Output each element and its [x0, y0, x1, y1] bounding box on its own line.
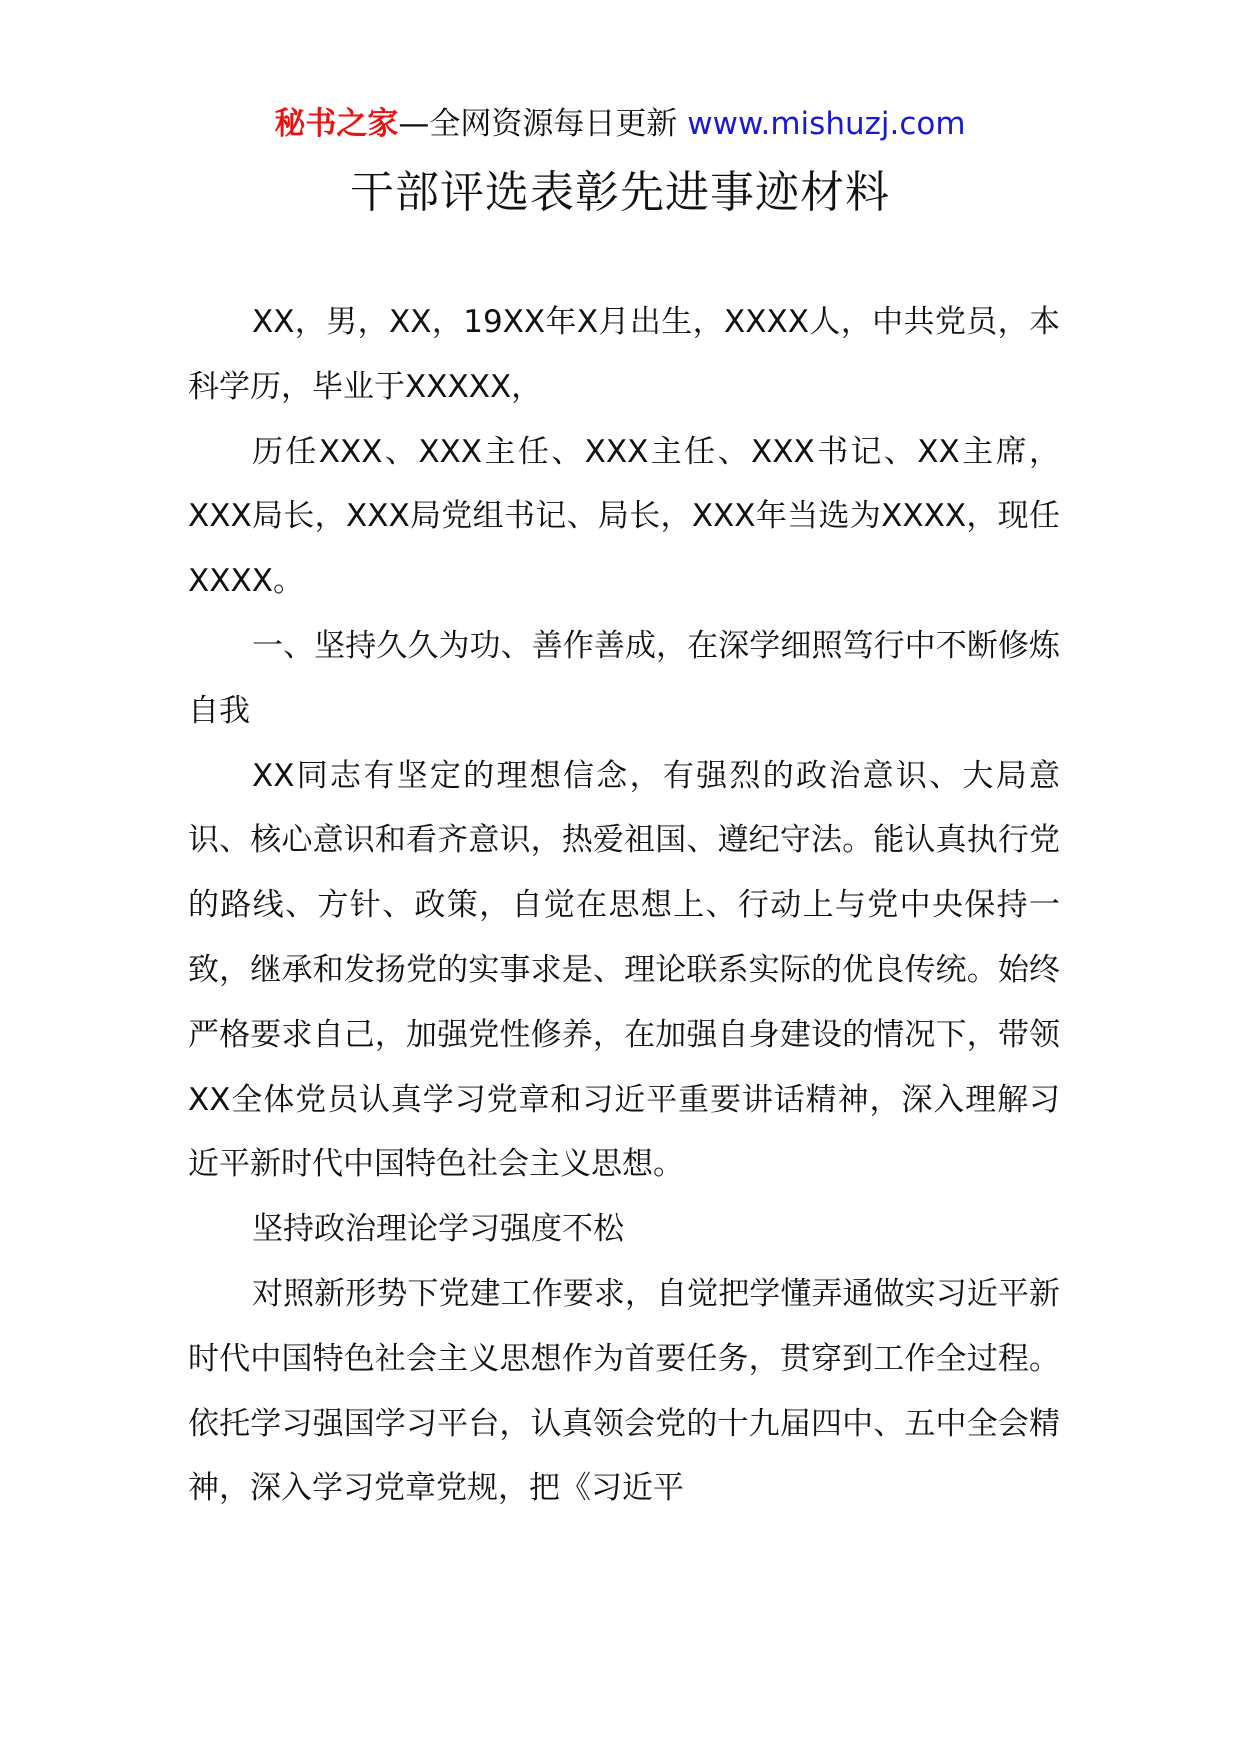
- site-url-link[interactable]: www.mishuzj.com: [687, 106, 966, 142]
- document-body: [188, 290, 1060, 1521]
- section-heading-1: 一、坚持久久为功、善作善成，在深学细照笃行中不断修炼自我: [188, 627, 1060, 729]
- document-title: 干部评选表彰先进事迹材料: [350, 167, 890, 218]
- header-slogan: —全网资源每日更新: [398, 106, 678, 142]
- paragraph-intro: XX，男，XX，19XX年X月出生，XXXX人，中共党员，本科学历，毕业于XXXXX，: [188, 304, 1060, 405]
- paragraph-study-details: 对照新形势下党建工作要求，自觉把学懂弄通做实习近平新时代中国特色社会主义思想作为首要任务，贯穿到工作全过程。依托学习强国学习平台，认真领会党的十九届四中、五中全会精神，深入学习党章党规，把《习近平: [188, 1275, 1060, 1507]
- paragraph-career: 历任XXX、XXX主任、XXX主任、XXX书记、XX主席，XXX局长，XXX局党组书记、局长，XXX年当选为XXXX，现任XXXX。: [188, 433, 1060, 600]
- site-header: [0, 102, 1240, 146]
- brand-name: 秘书之家: [274, 106, 399, 142]
- paragraph-ideals: XX同志有坚定的理想信念，有强烈的政治意识、大局意识、核心意识和看齐意识，热爱祖国、遵纪守法。能认真执行党的路线、方针、政策，自觉在思想上、行动上与党中央保持一致，继承和发扬党的实事求是、理论联系实际的优良传统。始终严格要求自己，加强党性修养，在加强自身建设的情况下，带领XX全体党员认真学习党章和习近平重要讲话精神，深入理解习近平新时代中国特色社会主义思想。: [188, 757, 1060, 1183]
- subheading-theory-study: 坚持政治理论学习强度不松: [252, 1211, 624, 1248]
